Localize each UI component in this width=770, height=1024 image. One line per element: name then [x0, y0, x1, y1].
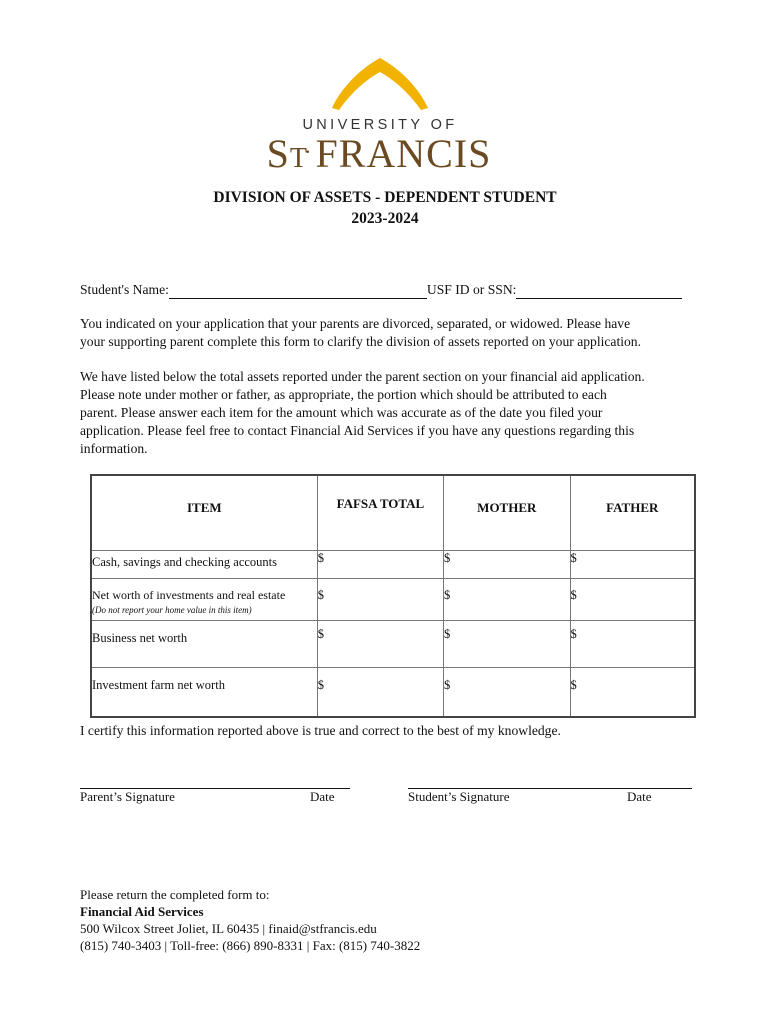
certification-statement: I certify this information reported above is true and correct to the best of my knowledge. [80, 723, 561, 738]
row-item-label: Cash, savings and checking accounts [92, 555, 278, 569]
fafsa-farm-cell[interactable] [317, 668, 443, 717]
mother-farm-cell[interactable] [444, 668, 570, 717]
instructions-line-5: information. [80, 441, 148, 456]
mother-business-cell[interactable] [444, 621, 570, 668]
student-signature-label: Student’s Signature [408, 789, 510, 804]
currency-symbol: $ [570, 627, 577, 641]
student-name-field[interactable] [169, 284, 427, 299]
header-mother: MOTHER [444, 475, 570, 551]
instructions-line-1: We have listed below the total assets reported under the parent section on your financial aid application. [80, 369, 645, 384]
row-item-label: Investment farm net worth [92, 678, 225, 692]
logo-st-dot: . [304, 133, 312, 158]
office-address: 500 Wilcox Street Joliet, IL 60435 | finaid@stfrancis.edu [80, 921, 377, 936]
father-cash-cell[interactable] [570, 551, 695, 579]
assets-table [90, 474, 696, 718]
currency-symbol: $ [317, 551, 324, 565]
currency-symbol: $ [317, 678, 324, 692]
instructions-line-4: application. Please feel free to contact Financial Aid Services if you have any questions regarding this [80, 423, 635, 438]
table-row [91, 551, 695, 579]
logo-francis: FRANCIS [315, 131, 492, 176]
logo-st-t: T [289, 143, 308, 174]
currency-symbol: $ [444, 678, 451, 692]
student-id-label: USF ID or SSN: [426, 282, 517, 297]
parent-date-label: Date [310, 789, 335, 804]
logo-st-francis [244, 131, 514, 176]
currency-symbol: $ [570, 678, 577, 692]
row-item-investments [91, 579, 317, 621]
fafsa-business-cell[interactable] [317, 621, 443, 668]
header-father: FATHER [570, 475, 695, 551]
row-item-label: Net worth of investments and real estate [92, 588, 286, 602]
father-investments-cell[interactable] [570, 579, 695, 621]
row-item-business [91, 621, 317, 668]
mother-investments-cell[interactable] [444, 579, 570, 621]
header-item: ITEM [91, 475, 317, 551]
instructions-paragraph [80, 368, 720, 458]
student-info-line [80, 281, 720, 299]
intro-line-2: your supporting parent complete this form to clarify the division of assets reported on your application. [80, 334, 641, 349]
currency-symbol: $ [570, 588, 577, 602]
father-business-cell[interactable] [570, 621, 695, 668]
intro-line-1: You indicated on your application that your parents are divorced, separated, or widowed. Please have [80, 316, 631, 331]
currency-symbol: $ [317, 588, 324, 602]
logo-university-of: UNIVERSITY OF [302, 117, 458, 133]
row-item-note: (Do not report your home value in this item) [92, 605, 252, 615]
fafsa-investments-cell[interactable] [317, 579, 443, 621]
fafsa-cash-cell[interactable] [317, 551, 443, 579]
father-farm-cell[interactable] [570, 668, 695, 717]
table-row [91, 668, 695, 717]
office-phones: (815) 740-3403 | Toll-free: (866) 890-8331 | Fax: (815) 740-3822 [80, 938, 421, 953]
currency-symbol: $ [570, 551, 577, 565]
page-title: DIVISION OF ASSETS - DEPENDENT STUDENT [213, 189, 557, 206]
student-id-field[interactable] [516, 284, 682, 299]
table-row [91, 621, 695, 668]
table-header-row [91, 475, 695, 551]
award-year: 2023-2024 [351, 210, 419, 227]
student-date-label: Date [627, 789, 652, 804]
header-fafsa-total: FAFSA TOTAL [317, 475, 443, 551]
parent-signature-label: Parent’s Signature [80, 789, 175, 804]
row-item-cash [91, 551, 317, 579]
student-name-label: Student's Name: [80, 282, 169, 297]
currency-symbol: $ [317, 627, 324, 641]
row-item-label: Business net worth [92, 631, 188, 645]
intro-paragraph [80, 315, 720, 351]
row-item-farm [91, 668, 317, 717]
mother-cash-cell[interactable] [444, 551, 570, 579]
office-name: Financial Aid Services [80, 904, 204, 919]
table-row [91, 579, 695, 621]
currency-symbol: $ [444, 551, 451, 565]
currency-symbol: $ [444, 588, 451, 602]
logo-st-s: S [266, 131, 290, 176]
return-text: Please return the completed form to: [80, 887, 270, 902]
currency-symbol: $ [444, 627, 451, 641]
return-info [80, 886, 720, 954]
instructions-line-3: parent. Please answer each item for the amount which was accurate as of the date you filed your [80, 405, 603, 420]
instructions-line-2: Please note under mother or father, as appropriate, the portion which should be attributed to each [80, 387, 607, 402]
